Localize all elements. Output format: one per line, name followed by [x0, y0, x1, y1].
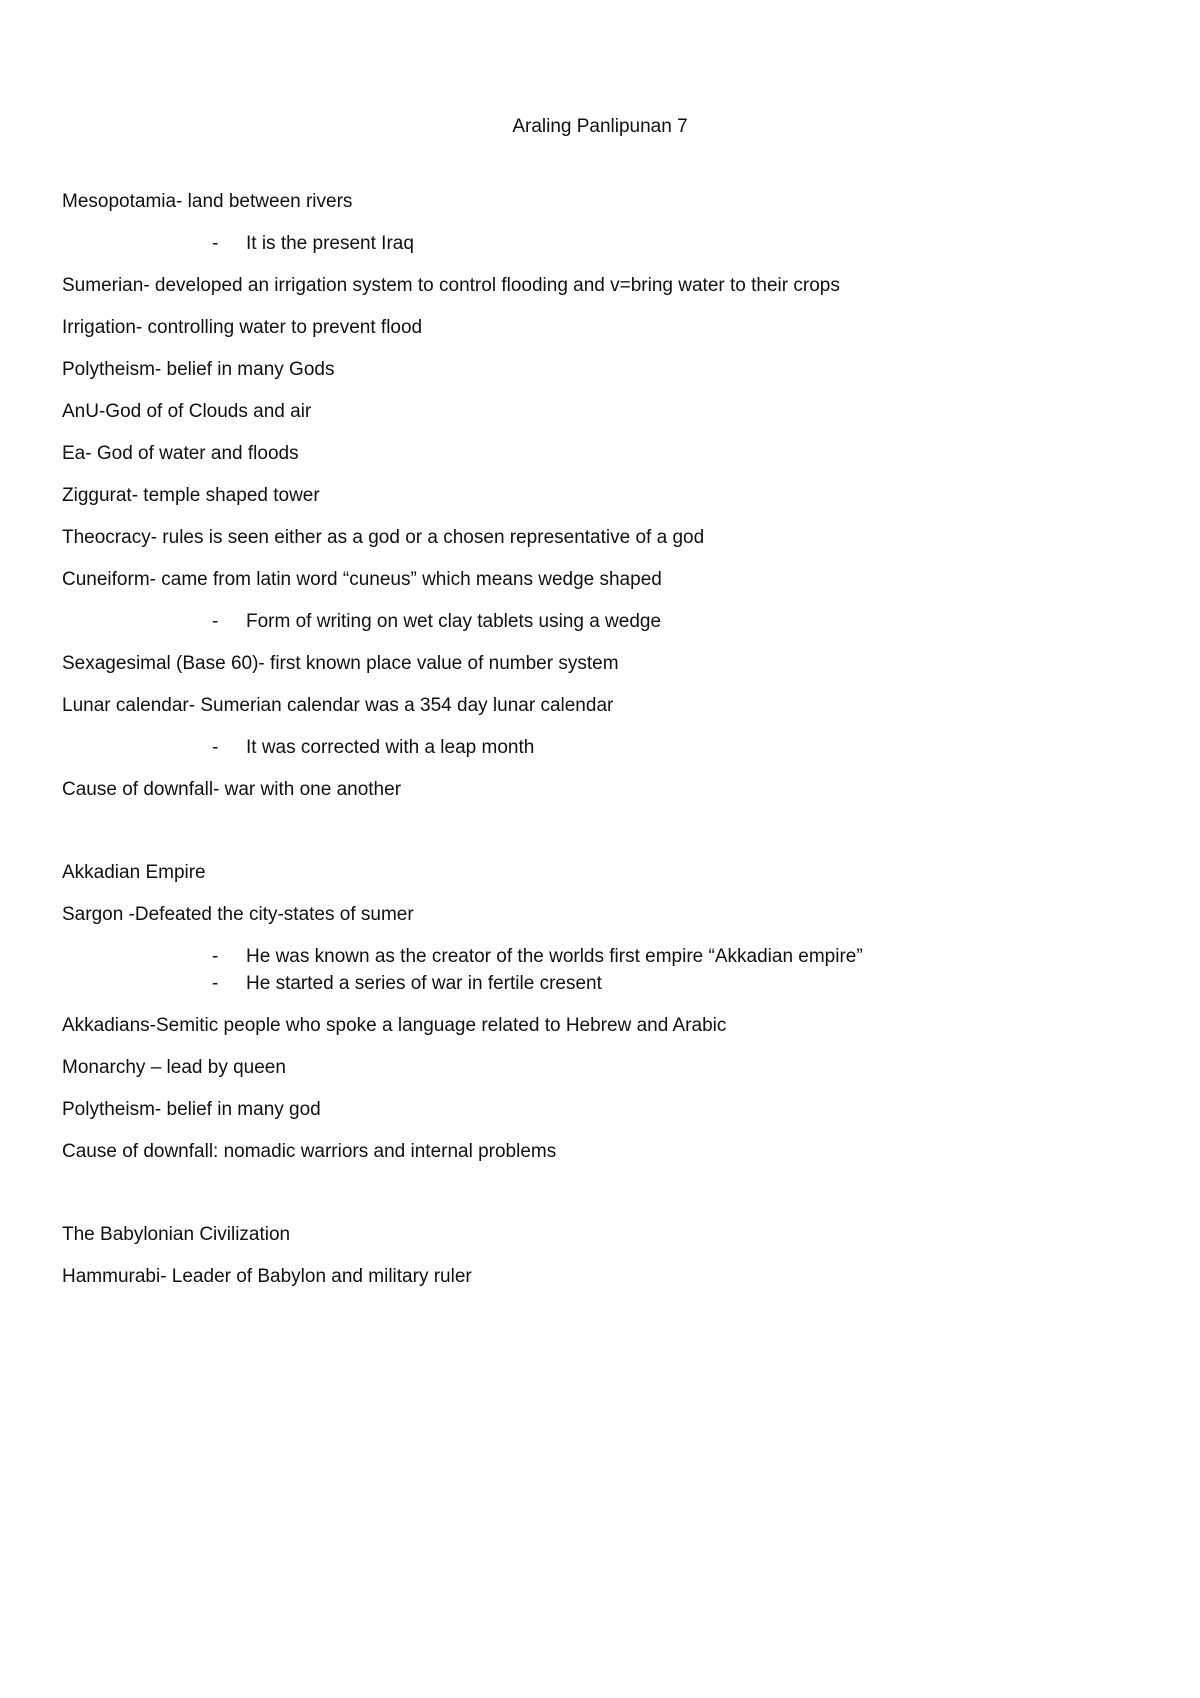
text-line: Hammurabi- Leader of Babylon and military ruler: [62, 1266, 472, 1287]
bullet-dash: -: [212, 737, 219, 758]
bullet-item: [212, 233, 414, 255]
section-heading: The Babylonian Civilization: [62, 1224, 291, 1245]
text-line: Sumerian- developed an irrigation system to control flooding and v=bring water to their crops: [62, 275, 840, 296]
text-line: Sargon -Defeated the city-states of sumer: [62, 904, 414, 925]
document-title: Araling Panlipunan 7: [512, 116, 688, 137]
bullet-item: [212, 973, 602, 995]
text-line: Cause of downfall- war with one another: [62, 779, 402, 800]
text-line: Ziggurat- temple shaped tower: [62, 485, 320, 506]
bullet-dash: -: [212, 973, 219, 994]
text-line: Akkadians-Semitic people who spoke a language related to Hebrew and Arabic: [62, 1015, 727, 1036]
bullet-item: [212, 946, 863, 968]
text-line: Theocracy- rules is seen either as a god or a chosen representative of a god: [62, 527, 705, 548]
text-line: Polytheism- belief in many god: [62, 1099, 321, 1120]
text-line: Lunar calendar- Sumerian calendar was a 354 day lunar calendar: [62, 695, 614, 716]
bullet-dash: -: [212, 946, 219, 967]
bullet-item: [212, 737, 534, 759]
text-line: Ea- God of water and floods: [62, 443, 299, 464]
text-line: Sexagesimal (Base 60)- first known place value of number system: [62, 653, 619, 674]
text-line: AnU-God of of Clouds and air: [62, 401, 312, 422]
bullet-text: He was known as the creator of the worlds first empire “Akkadian empire”: [246, 946, 863, 967]
bullet-text: He started a series of war in fertile cresent: [246, 973, 602, 994]
text-line: Polytheism- belief in many Gods: [62, 359, 335, 380]
text-line: Irrigation- controlling water to prevent flood: [62, 317, 423, 338]
section-heading: Akkadian Empire: [62, 862, 206, 883]
text-line: Cuneiform- came from latin word “cuneus” which means wedge shaped: [62, 569, 662, 590]
bullet-text: It is the present Iraq: [246, 233, 414, 254]
bullet-dash: -: [212, 611, 219, 632]
bullet-text: It was corrected with a leap month: [246, 737, 535, 758]
text-line: Mesopotamia- land between rivers: [62, 191, 353, 212]
bullet-item: [212, 611, 661, 633]
text-line: Cause of downfall: nomadic warriors and internal problems: [62, 1141, 557, 1162]
bullet-text: Form of writing on wet clay tablets using a wedge: [246, 611, 662, 632]
text-line: Monarchy – lead by queen: [62, 1057, 286, 1078]
bullet-dash: -: [212, 233, 219, 254]
